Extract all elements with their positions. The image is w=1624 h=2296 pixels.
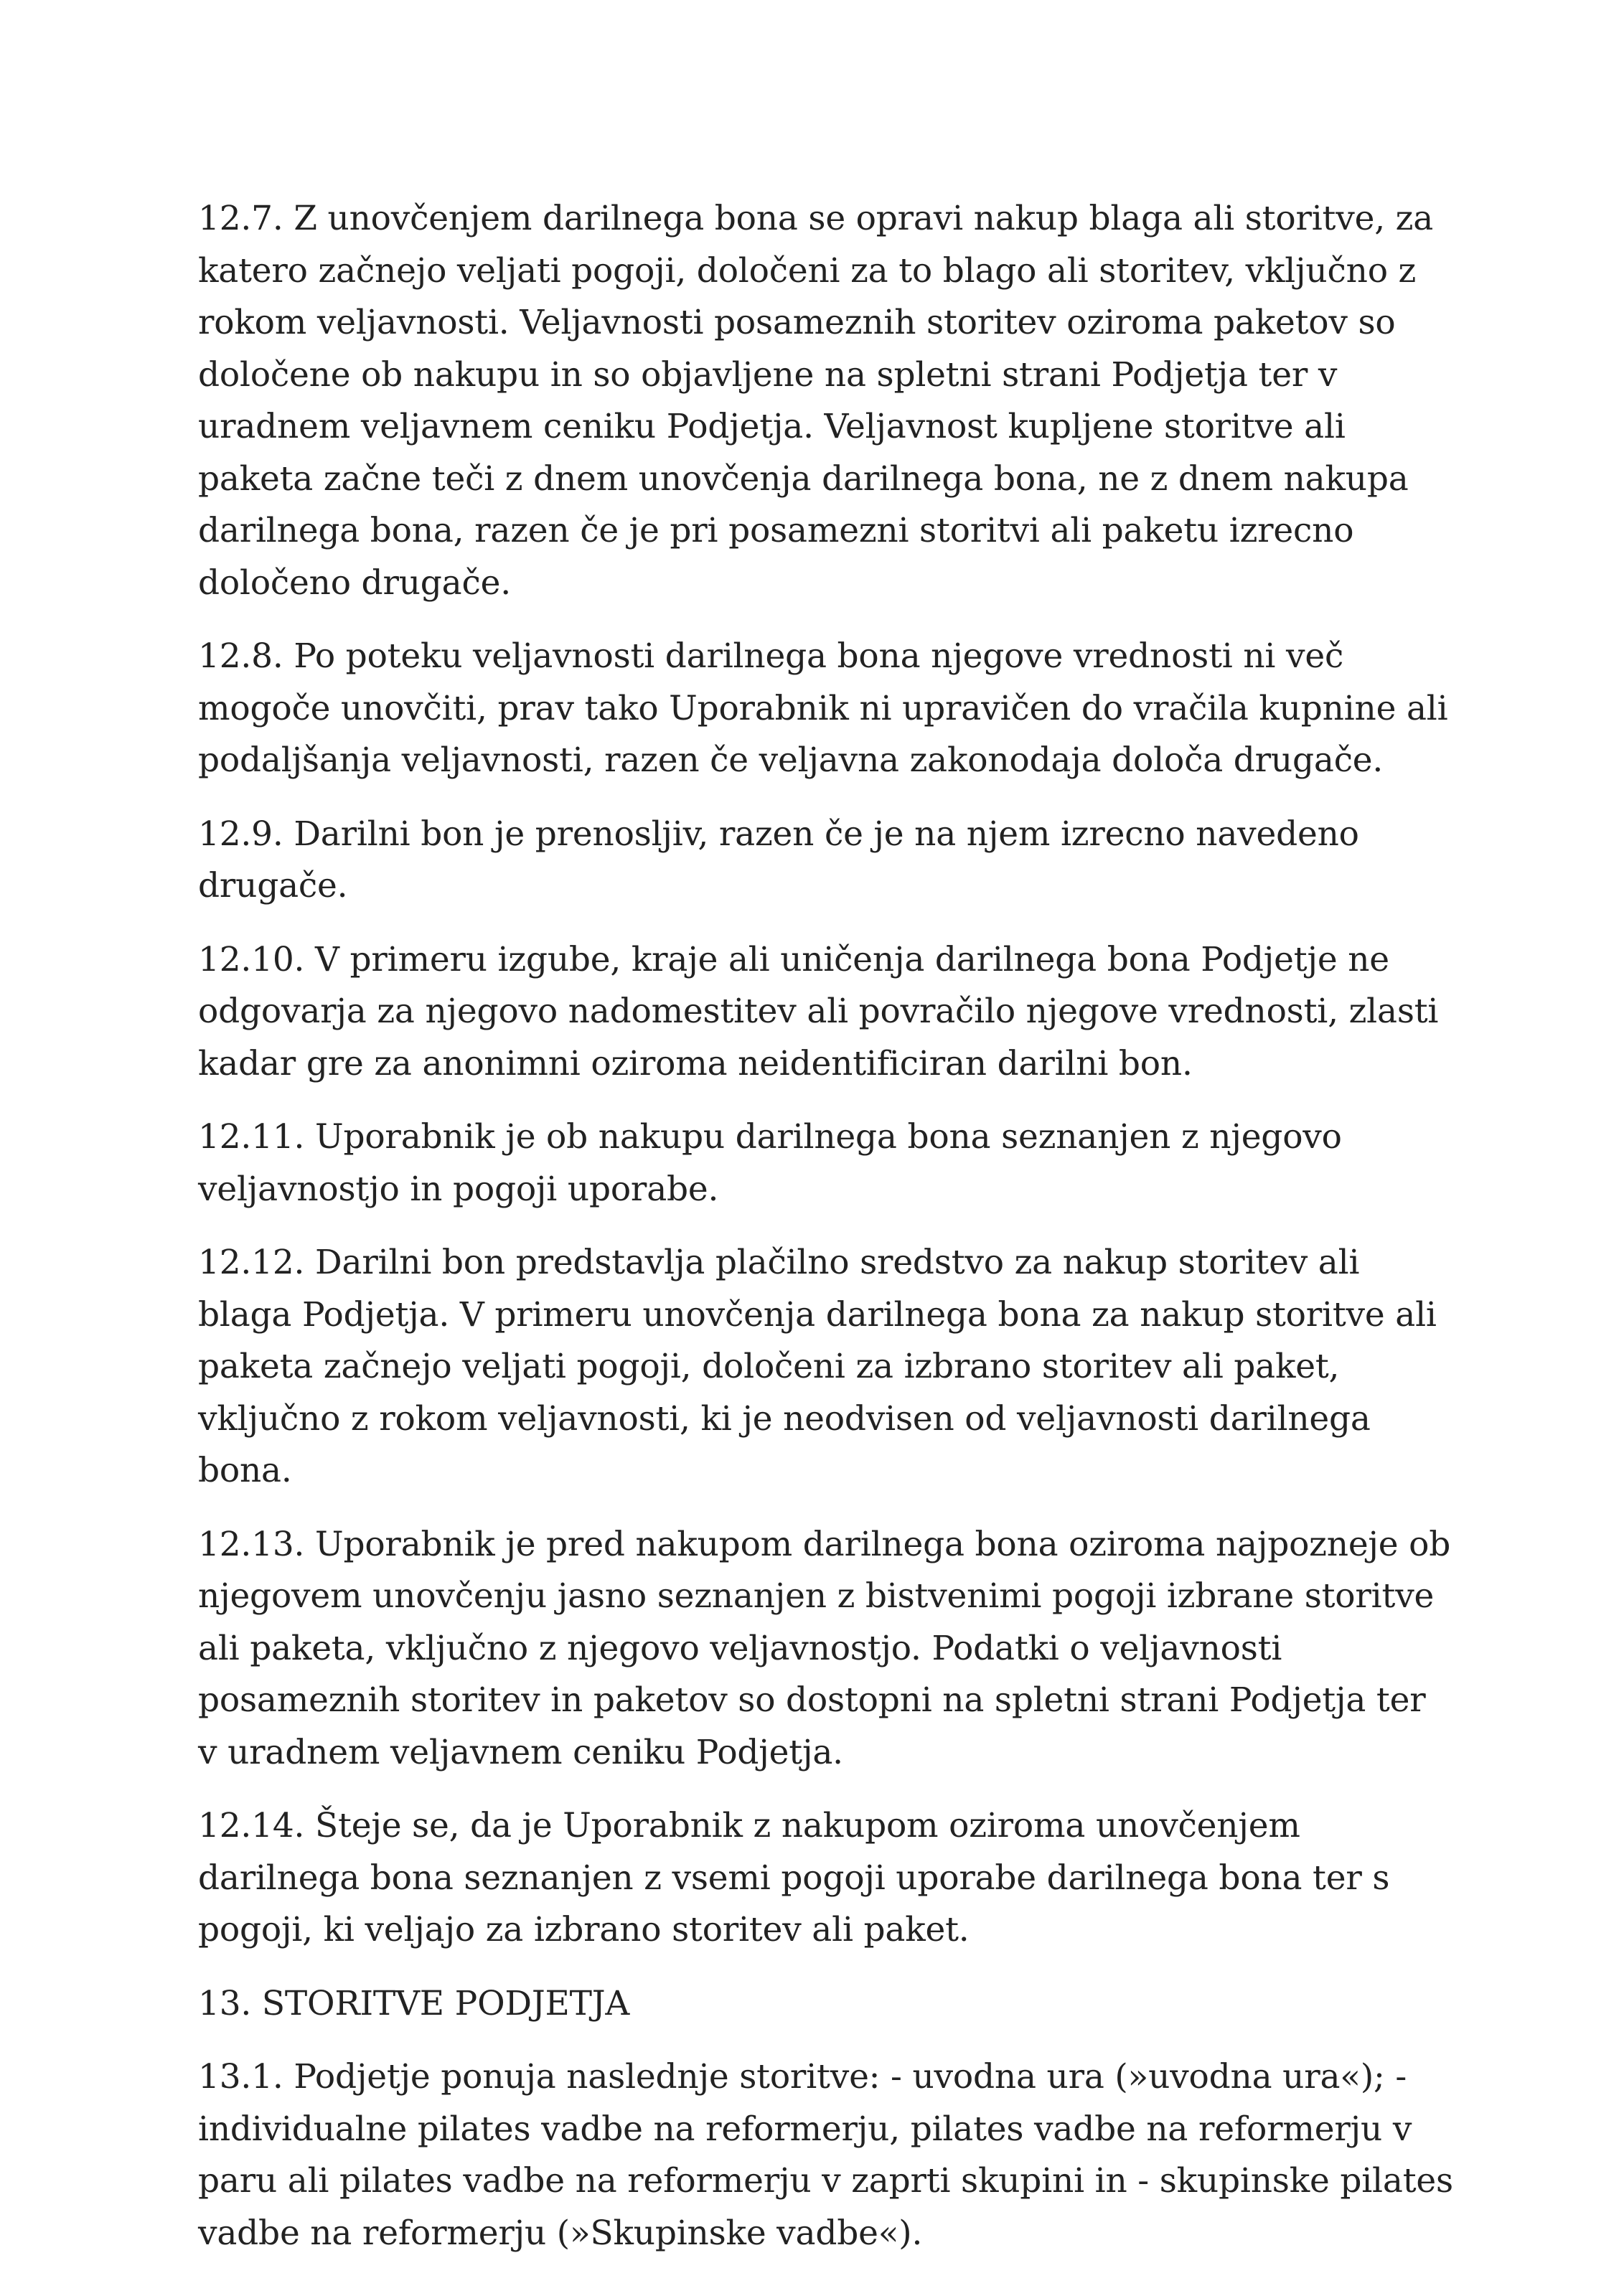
paragraph-12-10: 12.10. V primeru izgube, kraje ali uničenja darilnega bona Podjetje ne odgovarja za njegovo nadomestitev ali povračilo njegove vrednosti, zlasti kadar gre za anonimni oziroma neidentificiran darilni bon. [198,939,1439,1083]
paragraph-12-7: 12.7. Z unovčenjem darilnega bona se opravi nakup blaga ali storitve, za katero začnejo veljati pogoji, določeni za to blago ali storitev, vključno z rokom veljavnosti. Veljavnosti posameznih storitev oziroma paketov so določene ob nakupu in so objavljene na spletni strani Podjetja ter v uradnem veljavnem ceniku Podjetja. Veljavnost kupljene storitve ali paketa začne teči z dnem unovčenja darilnega bona, ne z dnem nakupa darilnega bona, razen če je pri posamezni storitvi ali paketu izrecno določeno drugače. [198,199,1434,603]
paragraph-12-14: 12.14. Šteje se, da je Uporabnik z nakupom oziroma unovčenjem darilnega bona seznanjen z vsemi pogoji uporabe darilnega bona ter s pogoji, ki veljajo za izbrano storitev ali paket. [198,1806,1390,1949]
section-heading-13: 13. STORITVE PODJETJA [198,1983,630,2023]
paragraph-12-9: 12.9. Darilni bon je prenosljiv, razen če je na njem izrecno navedeno drugače. [198,814,1359,905]
paragraph-12-12: 12.12. Darilni bon predstavlja plačilno sredstvo za nakup storitev ali blaga Podjetja. V primeru unovčenja darilnega bona za nakup storitve ali paketa začnejo veljati pogoji, določeni za izbrano storitev ali paket, vključno z rokom veljavnosti, ki je neodvisen od veljavnosti darilnega bona. [198,1243,1437,1490]
document-body [198,193,1454,2281]
paragraph-12-11: 12.11. Uporabnik je ob nakupu darilnega bona seznanjen z njegovo veljavnostjo in pogoji uporabe. [198,1117,1342,1209]
paragraph-12-8: 12.8. Po poteku veljavnosti darilnega bona njegove vrednosti ni več mogoče unovčiti, prav tako Uporabnik ni upravičen do vračila kupnine ali podaljšanja veljavnosti, razen če veljavna zakonodaja določa drugače. [198,636,1448,780]
paragraph-12-13: 12.13. Uporabnik je pred nakupom darilnega bona oziroma najpozneje ob njegovem unovčenju jasno seznanjen z bistvenimi pogoji izbrane storitve ali paketa, vključno z njegovo veljavnostjo. Podatki o veljavnosti posameznih storitev in paketov so dostopni na spletni strani Podjetja ter v uradnem veljavnem ceniku Podjetja. [198,1524,1451,1772]
paragraph-13-1: 13.1. Podjetje ponuja naslednje storitve: - uvodna ura (»uvodna ura«); - individualne pilates vadbe na reformerju, pilates vadbe na reformerju v paru ali pilates vadbe na reformerju v zaprti skupini in - skupinske pilates vadbe na reformerju (»Skupinske vadbe«). [198,2057,1453,2253]
